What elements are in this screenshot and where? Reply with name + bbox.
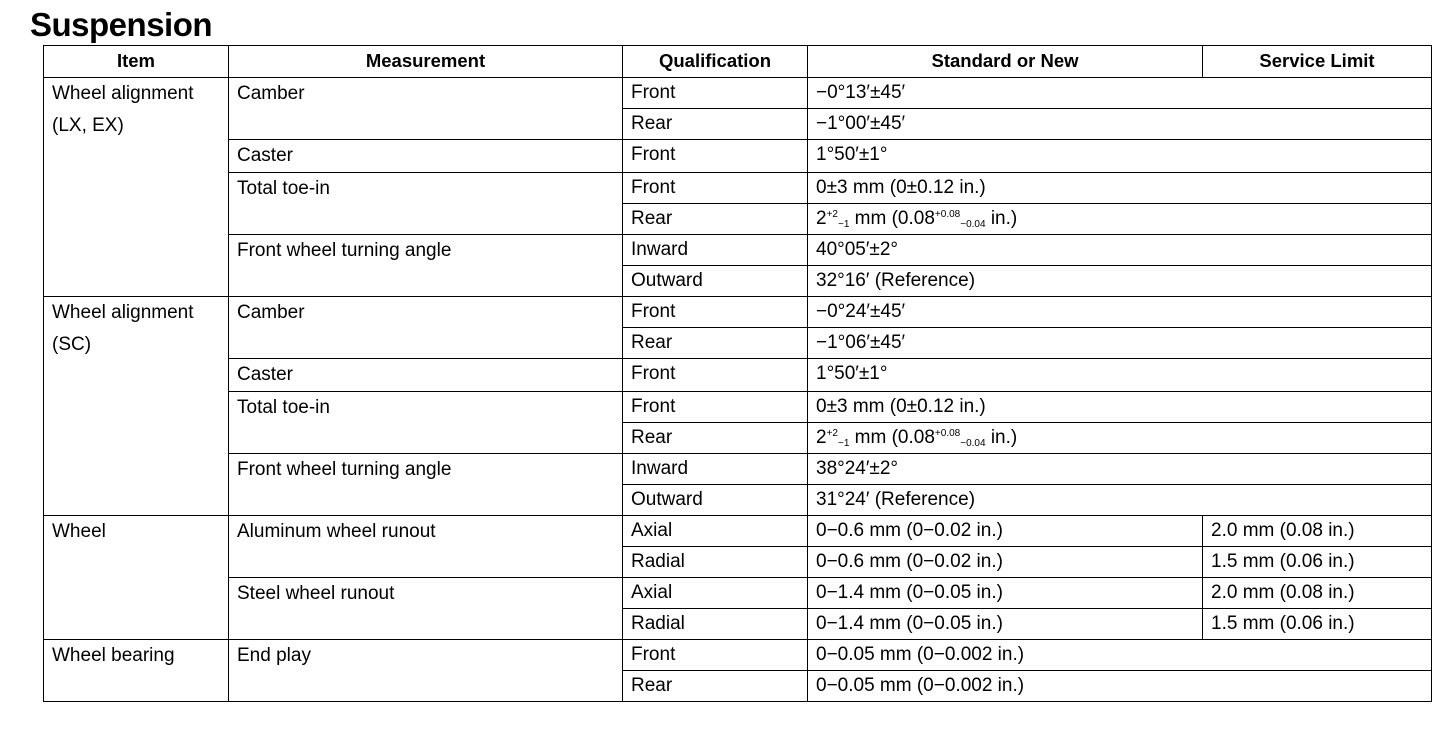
tolerance-sup: +2 xyxy=(826,428,838,439)
table-row xyxy=(44,578,1432,609)
qualification-cell: Front xyxy=(623,640,808,671)
standard-value-text: 0−0.05 mm (0−0.002 in.) xyxy=(816,675,1025,696)
tolerance-sub: −0.04 xyxy=(960,219,986,230)
standard-cell xyxy=(808,671,1432,702)
measurement-cell: Total toe-in xyxy=(229,173,623,235)
suspension-spec-table xyxy=(43,45,1432,702)
standard-value-text: 32°16′ (Reference) xyxy=(816,270,976,291)
standard-cell xyxy=(808,547,1203,578)
tolerance-sup: +0.08 xyxy=(934,209,961,220)
qualification-cell: Rear xyxy=(623,671,808,702)
service-limit-cell: 1.5 mm (0.06 in.) xyxy=(1203,547,1432,578)
table-row xyxy=(44,640,1432,671)
standard-value-text: 1°50′±1° xyxy=(816,144,888,165)
table-row xyxy=(44,516,1432,547)
tolerance-sup: +2 xyxy=(826,209,838,220)
measurement-cell: Front wheel turning angle xyxy=(229,235,623,297)
item-cell: Wheel alignment (LX, EX) xyxy=(44,78,229,297)
qualification-cell: Outward xyxy=(623,485,808,516)
table-row xyxy=(44,173,1432,204)
tolerance-sub: −0.04 xyxy=(960,438,986,449)
qualification-cell: Radial xyxy=(623,547,808,578)
standard-value-text: 0−0.05 mm (0−0.002 in.) xyxy=(816,644,1025,665)
measurement-cell: Steel wheel runout xyxy=(229,578,623,640)
qualification-cell: Rear xyxy=(623,109,808,140)
standard-value-text: mm (0.08 xyxy=(849,427,935,448)
qualification-cell: Front xyxy=(623,173,808,204)
qualification-cell: Inward xyxy=(623,235,808,266)
standard-value-text: 38°24′±2° xyxy=(816,458,899,479)
standard-cell xyxy=(808,297,1432,328)
standard-cell xyxy=(808,609,1203,640)
standard-cell xyxy=(808,328,1432,359)
tolerance-sup: +0.08 xyxy=(934,428,961,439)
standard-cell xyxy=(808,359,1432,392)
header-item: Item xyxy=(44,46,229,78)
standard-cell xyxy=(808,235,1432,266)
standard-value-text: 1°50′±1° xyxy=(816,363,888,384)
table-row xyxy=(44,140,1432,173)
measurement-cell: Front wheel turning angle xyxy=(229,454,623,516)
qualification-cell: Rear xyxy=(623,423,808,454)
standard-value-text: −0°24′±45′ xyxy=(816,301,906,322)
standard-value-text: 0−0.6 mm (0−0.02 in.) xyxy=(816,551,1003,572)
measurement-cell: Total toe-in xyxy=(229,392,623,454)
standard-cell xyxy=(808,109,1432,140)
qualification-cell: Front xyxy=(623,140,808,173)
standard-value-text: mm (0.08 xyxy=(849,208,935,229)
tolerance-sub: −1 xyxy=(837,219,850,230)
item-cell: Wheel alignment (SC) xyxy=(44,297,229,516)
standard-cell xyxy=(808,392,1432,423)
qualification-cell: Rear xyxy=(623,204,808,235)
table-row xyxy=(44,454,1432,485)
qualification-cell: Front xyxy=(623,392,808,423)
standard-value-text: 0±3 mm (0±0.12 in.) xyxy=(816,396,986,417)
standard-value-text: −0°13′±45′ xyxy=(816,82,906,103)
tolerance-sub: −1 xyxy=(837,438,850,449)
table-row xyxy=(44,235,1432,266)
qualification-cell: Front xyxy=(623,359,808,392)
table-row xyxy=(44,359,1432,392)
standard-cell xyxy=(808,204,1432,235)
qualification-cell: Inward xyxy=(623,454,808,485)
item-cell: Wheel bearing xyxy=(44,640,229,702)
standard-value-text: 31°24′ (Reference) xyxy=(816,489,976,510)
header-qualification: Qualification xyxy=(623,46,808,78)
standard-value-text: 2 xyxy=(816,208,827,229)
standard-cell xyxy=(808,173,1432,204)
measurement-cell: Caster xyxy=(229,140,623,173)
table-row xyxy=(44,297,1432,328)
header-standard: Standard or New xyxy=(808,46,1203,78)
qualification-cell: Axial xyxy=(623,578,808,609)
qualification-cell: Front xyxy=(623,297,808,328)
service-limit-cell: 1.5 mm (0.06 in.) xyxy=(1203,609,1432,640)
header-service-limit: Service Limit xyxy=(1203,46,1432,78)
standard-value-text: in.) xyxy=(985,208,1018,229)
measurement-cell: Camber xyxy=(229,78,623,140)
standard-value-text: 0±3 mm (0±0.12 in.) xyxy=(816,177,986,198)
standard-value-text: −1°06′±45′ xyxy=(816,332,906,353)
standard-value-text: 40°05′±2° xyxy=(816,239,899,260)
qualification-cell: Rear xyxy=(623,328,808,359)
standard-cell xyxy=(808,640,1432,671)
service-limit-cell: 2.0 mm (0.08 in.) xyxy=(1203,516,1432,547)
page-title: Suspension xyxy=(30,6,213,43)
measurement-cell: Caster xyxy=(229,359,623,392)
standard-value-text: 2 xyxy=(816,427,827,448)
service-limit-cell: 2.0 mm (0.08 in.) xyxy=(1203,578,1432,609)
standard-value-text: 0−1.4 mm (0−0.05 in.) xyxy=(816,613,1003,634)
standard-cell xyxy=(808,140,1432,173)
standard-cell xyxy=(808,78,1432,109)
header-row xyxy=(44,46,1432,78)
header-measurement: Measurement xyxy=(229,46,623,78)
qualification-cell: Axial xyxy=(623,516,808,547)
standard-value-text: −1°00′±45′ xyxy=(816,113,906,134)
standard-cell xyxy=(808,578,1203,609)
standard-value-text: in.) xyxy=(985,427,1018,448)
measurement-cell: End play xyxy=(229,640,623,702)
qualification-cell: Outward xyxy=(623,266,808,297)
standard-value-text: 0−1.4 mm (0−0.05 in.) xyxy=(816,582,1003,603)
standard-cell xyxy=(808,266,1432,297)
standard-value-text: 0−0.6 mm (0−0.02 in.) xyxy=(816,520,1003,541)
qualification-cell: Front xyxy=(623,78,808,109)
measurement-cell: Camber xyxy=(229,297,623,359)
standard-cell xyxy=(808,516,1203,547)
measurement-cell: Aluminum wheel runout xyxy=(229,516,623,578)
table-row xyxy=(44,392,1432,423)
qualification-cell: Radial xyxy=(623,609,808,640)
item-cell: Wheel xyxy=(44,516,229,640)
standard-cell xyxy=(808,454,1432,485)
standard-cell xyxy=(808,423,1432,454)
standard-cell xyxy=(808,485,1432,516)
table-row xyxy=(44,78,1432,109)
